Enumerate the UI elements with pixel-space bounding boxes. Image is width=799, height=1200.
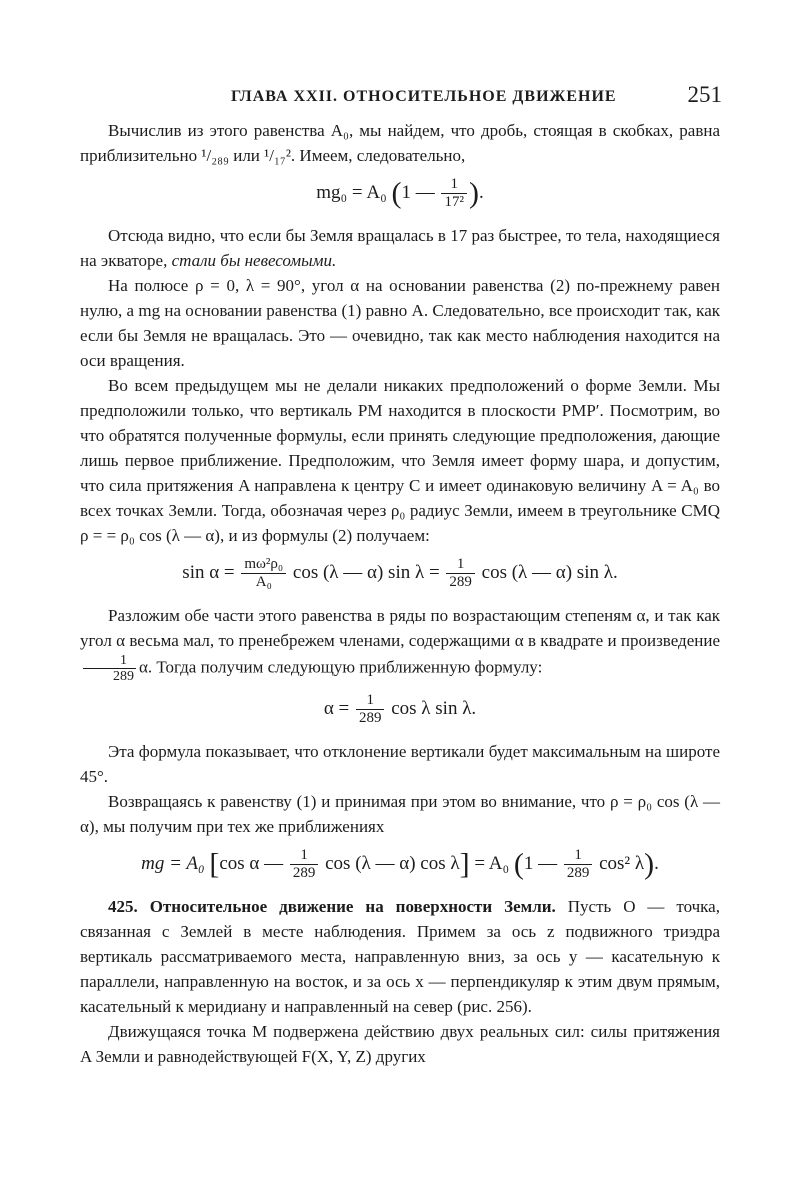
eq4-bracket-close: ] (459, 847, 470, 881)
p5-frac-num: 1 (83, 653, 136, 669)
eq2-rhs: cos (λ — α) sin λ. (481, 561, 618, 583)
eq4-a: cos α — (219, 852, 284, 874)
eq2-num2: 1 (446, 556, 475, 574)
eq1-fraction (441, 176, 467, 211)
eq3-num: 1 (356, 692, 385, 710)
eq4-paren-close: ) (644, 847, 655, 881)
paragraph-8: Движущаяся точка M подвержена действию двух реальных сил: силы притяжения A Земли и равнодействующей F(X, Y, Z) других (80, 1022, 720, 1066)
eq4-den2: 289 (566, 865, 590, 881)
eq2-den1: A₀ (255, 574, 272, 590)
eq4-num1: 1 (290, 847, 319, 865)
eq4-den1: 289 (292, 865, 316, 881)
eq4-d: 1 — (523, 852, 558, 874)
eq4-b: cos (λ — α) cos λ (325, 852, 460, 874)
paragraph-2-text: Отсюда видно, что если бы Земля вращалась в 17 раз быстрее, то тела, находящиеся на экваторе, (80, 226, 720, 270)
eq4-bracket-open: [ (209, 847, 220, 881)
eq2-mid: cos (λ — α) sin λ = (292, 561, 440, 583)
eq2-fraction-1 (241, 556, 286, 591)
eq4-c: = A₀ (474, 852, 510, 874)
equation-alpha (80, 692, 720, 727)
eq4-lhs: mg = A₀ (141, 852, 205, 874)
eq4-fraction-1 (290, 847, 319, 882)
paragraph-2-italic: стали бы невесомыми. (171, 251, 337, 270)
equation-mg0: mg₀ = A₀ (1 — $\frac{1}{\text{17²}}$ ). (316, 176, 484, 210)
running-title: ГЛАВА XXII. ОТНОСИТЕЛЬНОЕ ДВИЖЕНИЕ (231, 88, 617, 105)
eq1-paren-open: ( (391, 176, 402, 210)
eq1-den: 17² (444, 194, 464, 210)
eq1-paren-close: ) (468, 176, 479, 210)
paragraph-4: Во всем предыдущем мы не делали никаких предположений о форме Земли. Мы предположили только, что вертикаль PM находится в плоскости PMP′. Посмотрим, во что обратятся полученные формулы, если принять следующие предположения, дающие лишь первое приближение. Предположим, что Земля имеет форму шара, и допустим, что сила притяжения A направлена к центру C и имеет одинаковую величину A = A₀ во всех точках Земли. Тогда, обозначая через ρ₀ радиус Земли, имеем в треугольнике CMQ ρ = = ρ₀ cos (λ — α), и из формулы (2) получаем: (80, 376, 720, 545)
eq4-e: cos² λ (599, 852, 645, 874)
eq4-fraction-2 (564, 847, 593, 882)
paragraph-2 (80, 223, 720, 273)
eq2-den2: 289 (449, 574, 472, 590)
eq3-lhs: α = (323, 697, 350, 719)
paragraph-5-fraction (83, 653, 136, 684)
paragraph-5-start: Разложим обе части этого равенства в ряды по возрастающим степеням α, и так как угол α весьма мал, то пренебрежем членами, содержащими α в квадрате и произведение (80, 606, 720, 650)
section-text: Пусть O — точка, связанная с Землей в месте наблюдения. Примем за ось z подвижного триэдра вертикаль рассматриваемого места, направленную вниз, за ось y — касательную к параллели, направленную на восток, и за ось x — перпендикуляр к этим двум прямым, касательный к меридиану и направленный на север (рис. 256). (80, 897, 720, 1016)
eq3-fraction (356, 692, 385, 727)
section-425 (80, 894, 720, 1019)
equation-mg: mg = A₀ [cos α — $\frac{1}{289}$ cos (λ — α) cos λ] = A₀ (1 — $\frac{1}{289}$ cos² λ). (141, 847, 659, 881)
p5-frac-den: 289 (113, 669, 134, 684)
eq4-paren-open: ( (513, 847, 524, 881)
eq1-num: 1 (441, 176, 467, 194)
page-header (80, 82, 720, 118)
paragraph-5-end: α. Тогда получим следующую приближенную формулу: (139, 657, 543, 677)
page (80, 82, 720, 1069)
eq3-rhs: cos λ sin λ. (391, 697, 477, 719)
eq3-den: 289 (358, 710, 382, 726)
paragraph-6: Эта формула показывает, что отклонение вертикали будет максимальным на широте 45°. (80, 742, 720, 786)
paragraph-5 (80, 603, 720, 684)
eq2-fraction-2 (446, 556, 475, 591)
equation-sin-alpha (80, 556, 720, 591)
page-number: 251 (687, 82, 722, 107)
eq1-lhs: mg₀ = A₀ (316, 181, 387, 203)
eq2-num1: mω²ρ₀ (241, 556, 286, 574)
paragraph-3: На полюсе ρ = 0, λ = 90°, угол α на основании равенства (2) по-прежнему равен нулю, а mg на основании равенства (1) равно A. Следовательно, все происходит так, как если бы Земля не вращалась. Это — очевидно, так как место наблюдения находится на оси вращения. (80, 276, 720, 370)
paragraph-7: Возвращаясь к равенству (1) и принимая при этом во внимание, что ρ = ρ₀ cos (λ — α), мы получим при тех же приближениях (80, 792, 720, 836)
section-heading: 425. Относительное движение на поверхности Земли. (108, 897, 556, 916)
eq4-num2: 1 (564, 847, 593, 865)
eq2-lhs: sin α = (182, 561, 235, 583)
paragraph-1: Вычислив из этого равенства A₀, мы найдем, что дробь, стоящая в скобках, равна приблизительно ¹/₂₈₉ или ¹/₁₇². Имеем, следовательно, (80, 121, 720, 165)
